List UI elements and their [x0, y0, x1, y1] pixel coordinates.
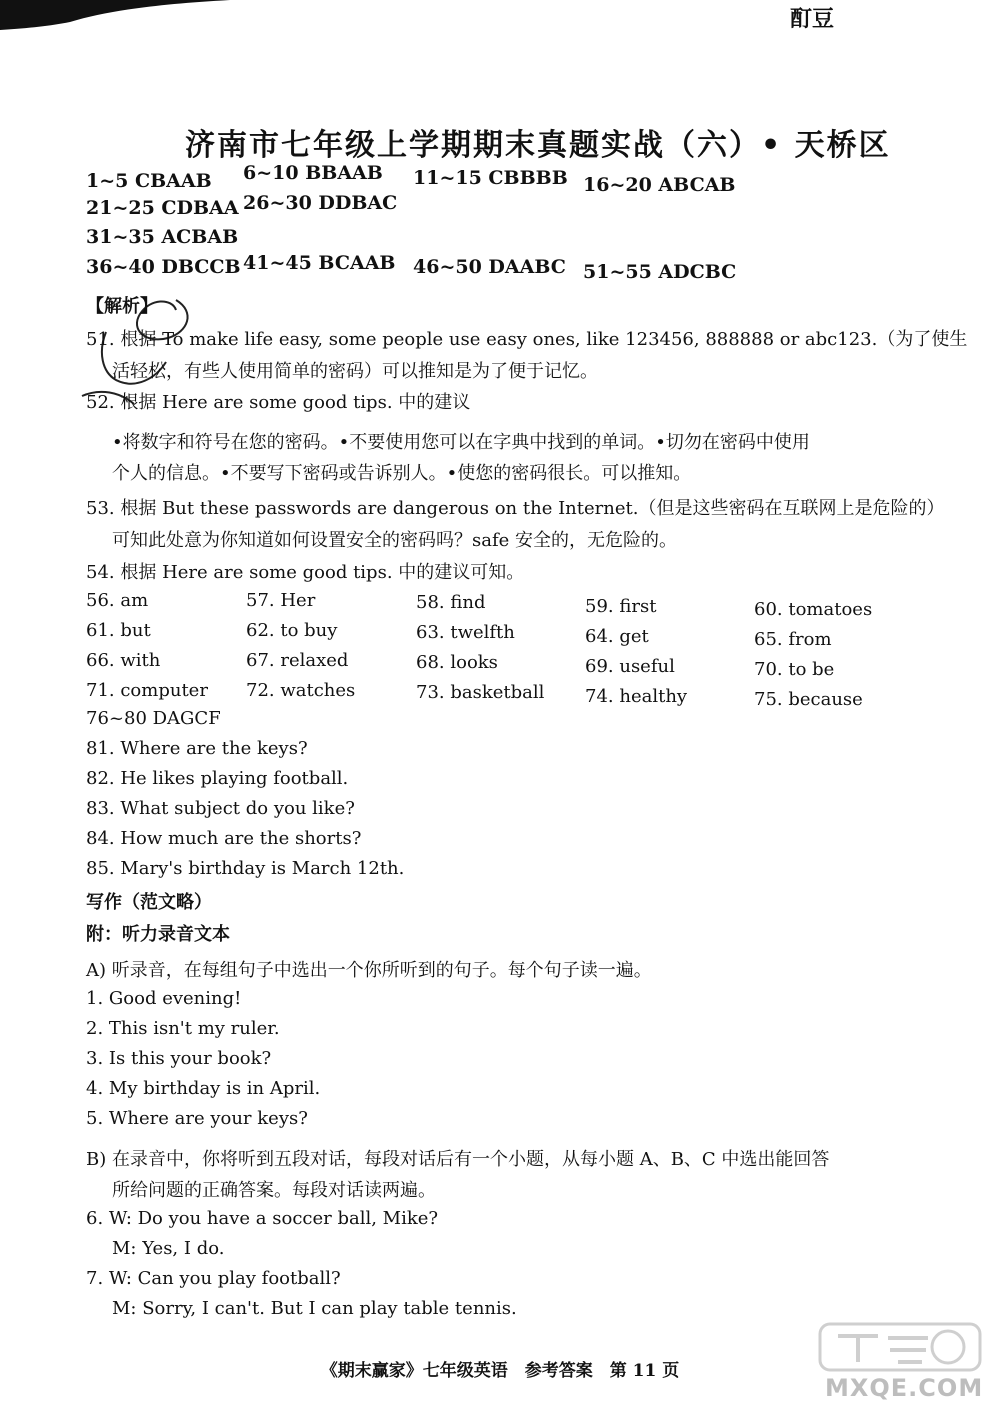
sentence-81: 81. Where are the keys? — [86, 738, 308, 759]
answer-key-26-30: 26~30 DDBAC — [243, 192, 398, 214]
dialog-6-m: M: Yes, I do. — [112, 1238, 225, 1259]
listening-sentence-4: 4. My birthday is in April. — [86, 1078, 321, 1099]
fill-answer-69: 69. useful — [585, 656, 675, 677]
watermark-logo — [818, 1318, 988, 1374]
fill-answer-57: 57. Her — [246, 590, 316, 611]
analysis-line-54: 54. 根据 Here are some good tips. 中的建议可知。 — [86, 562, 525, 583]
analysis-line-53b: 可知此处意为你知道如何设置安全的密码吗？safe 安全的，无危险的。 — [112, 530, 678, 551]
sentence-82: 82. He likes playing football. — [86, 768, 349, 789]
fill-answer-59: 59. first — [585, 596, 657, 617]
fill-answer-68: 68. looks — [416, 652, 498, 673]
analysis-line-52c: 个人的信息。•不要写下密码或告诉别人。•使您的密码很长。可以推知。 — [112, 463, 692, 484]
fill-answer-61: 61. but — [86, 620, 151, 641]
fill-answer-64: 64. get — [585, 626, 649, 647]
answer-key-41-45: 41~45 BCAAB — [243, 252, 396, 274]
analysis-line-53a: 53. 根据 But these passwords are dangerous on the Internet.（但是这些密码在互联网上是危险的） — [86, 498, 945, 519]
fill-answer-74: 74. healthy — [585, 686, 688, 707]
section-a-instruction: A) 听录音，在每组句子中选出一个你所听到的句子。每个句子读一遍。 — [86, 960, 652, 981]
fill-answer-72: 72. watches — [246, 680, 356, 701]
fill-answer-56: 56. am — [86, 590, 149, 611]
dialog-7-m: M: Sorry, I can't. But I can play table tennis. — [112, 1298, 517, 1319]
fill-answer-71: 71. computer — [86, 680, 208, 701]
listening-sentence-5: 5. Where are your keys? — [86, 1108, 308, 1129]
dialog-6-w: 6. W: Do you have a soccer ball, Mike? — [86, 1208, 439, 1229]
analysis-header: 【解析】 — [86, 296, 158, 317]
sentence-85: 85. Mary's birthday is March 12th. — [86, 858, 405, 879]
answer-key-6-10: 6~10 BBAAB — [243, 162, 383, 184]
fill-answer-60: 60. tomatoes — [754, 599, 873, 620]
answer-key-1-5: 1~5 CBAAB — [86, 170, 212, 192]
fill-answer-58: 58. find — [416, 592, 486, 613]
answer-key-16-20: 16~20 ABCAB — [583, 174, 736, 196]
top-edge-stroke — [0, 0, 230, 30]
analysis-line-51b: 活轻松，有些人使用简单的密码）可以推知是为了便于记忆。 — [112, 361, 598, 382]
section-b-instruction-2: 所给问题的正确答案。每段对话读两遍。 — [112, 1180, 436, 1201]
analysis-line-52a: 52. 根据 Here are some good tips. 中的建议 — [86, 392, 471, 413]
fill-answer-65: 65. from — [754, 629, 832, 650]
page-title: 济南市七年级上学期期末真题实战（六）• 天桥区 — [185, 128, 891, 163]
corner-handwritten-mark: 酊豆 — [790, 6, 835, 32]
writing-note: 写作（范文略） — [86, 892, 212, 913]
watermark-text: MXQE.COM — [825, 1374, 984, 1402]
dialog-7-w: 7. W: Can you play football? — [86, 1268, 341, 1289]
page-footer: 《期末赢家》七年级英语 参考答案 第 11 页 — [320, 1361, 680, 1381]
fill-answer-73: 73. basketball — [416, 682, 545, 703]
analysis-line-51a: 51. 根据 To make life easy, some people use easy ones, like 123456, 888888 or abc123.（为了使生 — [86, 329, 968, 350]
fill-answer-62: 62. to buy — [246, 620, 338, 641]
fill-answer-75: 75. because — [754, 689, 863, 710]
answer-key-51-55: 51~55 ADCBC — [583, 261, 737, 283]
sentence-84: 84. How much are the shorts? — [86, 828, 362, 849]
answer-key-31-35: 31~35 ACBAB — [86, 226, 239, 248]
appendix-title: 附：听力录音文本 — [86, 924, 230, 945]
listening-sentence-1: 1. Good evening! — [86, 988, 242, 1009]
listening-sentence-2: 2. This isn't my ruler. — [86, 1018, 280, 1039]
fill-answer-63: 63. twelfth — [416, 622, 515, 643]
answer-key-36-40: 36~40 DBCCB — [86, 256, 241, 278]
answer-76-80: 76~80 DAGCF — [86, 708, 221, 729]
answer-key-46-50: 46~50 DAABC — [413, 256, 566, 278]
fill-answer-66: 66. with — [86, 650, 161, 671]
analysis-line-52b: •将数字和符号在您的密码。•不要使用您可以在字典中找到的单词。•切勿在密码中使用 — [112, 432, 810, 453]
fill-answer-67: 67. relaxed — [246, 650, 349, 671]
sentence-83: 83. What subject do you like? — [86, 798, 355, 819]
fill-answer-70: 70. to be — [754, 659, 835, 680]
listening-sentence-3: 3. Is this your book? — [86, 1048, 272, 1069]
answer-key-21-25: 21~25 CDBAA — [86, 197, 239, 219]
section-b-instruction-1: B) 在录音中，你将听到五段对话，每段对话后有一个小题，从每小题 A、B、C 中选出能回答 — [86, 1149, 830, 1170]
answer-key-11-15: 11~15 CBBBB — [413, 167, 568, 189]
